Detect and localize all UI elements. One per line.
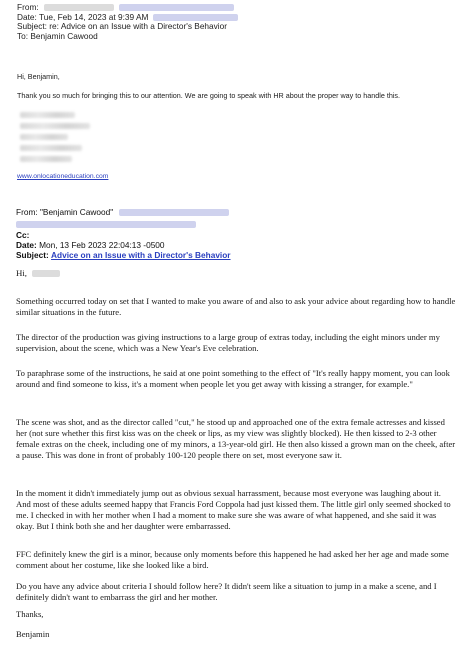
- reply-subject-line: Subject: re: Advice on an Issue with a Director's Behavior: [17, 21, 228, 31]
- body-paragraph: The director of the production was giving instructions to a large group of extras today, including the eight minors under my supervision, about the scene, which was a New Year's Eve celebration.: [16, 332, 440, 354]
- blurred-line: [20, 145, 82, 151]
- body-paragraph: FFC definitely knew the girl is a minor, because only moments before this happened he had asked her her age and made some comment about her costume, like she looked like a bird.: [16, 549, 449, 571]
- original-cc-line: Cc:: [16, 230, 30, 240]
- sign-off: Thanks,: [16, 609, 44, 619]
- redacted-recipient: [16, 221, 196, 228]
- body-paragraph: Something occurred today on set that I wanted to make you aware of and also to ask your advice about regarding how to handle similar situations in the future.: [16, 296, 456, 318]
- original-to-line: [16, 219, 196, 229]
- redacted-sender-email: [119, 209, 229, 216]
- reply-greeting: Hi, Benjamin,: [17, 72, 60, 81]
- original-from-line: From: "Benjamin Cawood": [16, 207, 229, 217]
- subject-link[interactable]: Advice on an Issue with a Director's Behavior: [51, 250, 231, 260]
- body-paragraph: The scene was shot, and as the director called "cut," he stood up and approached one of the extra female actresses and kissed her (not sure whether this first kiss was on the cheek or lips, as my view was slightly blocked). He then kissed to 2-3 other female extras on the cheek, including one of my minors, a 13-year-old girl. He then also kissed a grown man on the cheek, after a pause. This was done in front of probably 100-120 people there on set, most everyone saw it.: [16, 417, 456, 461]
- redacted-signature-block: [20, 110, 100, 170]
- body-paragraph: To paraphrase some of the instructions, he said at one point something to the effect of "It's really happy moment, you can look around and find someone to kiss, it's a moment when people let you get away with kissing a stranger, for example.": [16, 368, 450, 390]
- original-greeting: Hi,: [16, 268, 60, 278]
- blurred-line: [20, 156, 72, 162]
- redacted-sender-name: [44, 4, 114, 11]
- blurred-line: [20, 123, 90, 129]
- original-subject-line: Subject: Advice on an Issue with a Director's Behavior: [16, 250, 231, 260]
- redacted-header: [153, 14, 238, 21]
- body-paragraph: Do you have any advice about criteria I should follow here? It didn't seem like a situation to jump in a make a scene, and I definitely didn't want to embarrass the girl and her mother.: [16, 581, 437, 603]
- signature-link[interactable]: www.onlocationeducation.com: [17, 173, 109, 180]
- sender-name: Benjamin: [16, 629, 50, 639]
- reply-to-line: To: Benjamin Cawood: [17, 30, 98, 41]
- body-paragraph: In the moment it didn't immediately jump out as obvious sexual harrassment, because most everyone was laughing about it. And most of these adults seemed happy that Francis Ford Coppola had just kissed them. The little girl only seemed shocked to me. I checked in with her mother when I had a moment to make sure she was aware of what happened, and she said it was okay. But I think both she and her daughter were embarrassed.: [16, 488, 451, 532]
- reply-body: Thank you so much for bringing this to our attention. We are going to speak with HR about the proper way to handle this.: [17, 91, 401, 100]
- reply-date-line: Date: Tue, Feb 14, 2023 at 9:39 AM: [17, 13, 238, 23]
- blurred-line: [20, 112, 75, 118]
- original-date-line: Date: Mon, 13 Feb 2023 22:04:13 -0500: [16, 240, 165, 250]
- redacted-sender-email: [119, 4, 234, 11]
- redacted-recipient-name: [32, 270, 60, 277]
- blurred-line: [20, 134, 68, 140]
- reply-from-label: From:: [17, 2, 39, 12]
